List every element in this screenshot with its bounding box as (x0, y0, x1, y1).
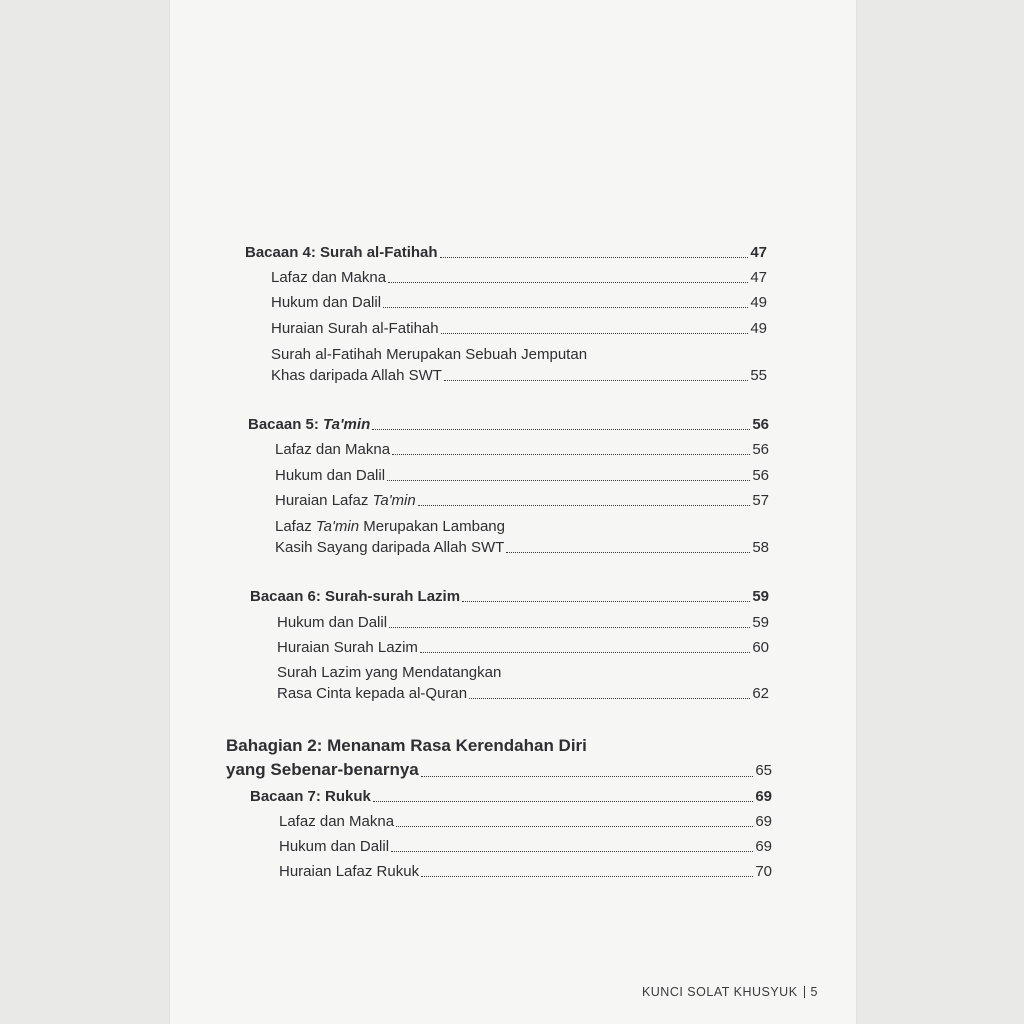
toc-item-label: Kasih Sayang daripada Allah SWT (275, 539, 505, 556)
toc-item (277, 638, 769, 658)
toc-heading-label: Bacaan 6: Surah-surah Lazim (250, 588, 461, 605)
heading-text: Bacaan 5: (248, 416, 324, 433)
page-number: 49 (750, 294, 767, 311)
toc-item (271, 293, 767, 313)
dot-leader (387, 479, 750, 481)
item-italic-text: Ta'min (372, 492, 416, 509)
toc-item (275, 491, 769, 511)
toc-item (271, 268, 767, 288)
page-number: 59 (752, 588, 769, 605)
page-number: 49 (750, 320, 767, 337)
table-of-contents (170, 0, 856, 1024)
page-number: 57 (752, 492, 769, 509)
toc-item-label: Hukum dan Dalil (275, 467, 386, 484)
page-number: 56 (752, 441, 769, 458)
page-number: 62 (752, 685, 769, 702)
toc-item-label: Lafaz dan Makna (279, 813, 395, 830)
toc-item (277, 684, 769, 704)
page-number: 56 (752, 416, 769, 433)
toc-item-label: Huraian Lafaz Rukuk (279, 863, 420, 880)
page-number: 65 (755, 762, 772, 779)
dot-leader (420, 651, 750, 653)
toc-item (275, 440, 769, 460)
page-number: 70 (755, 863, 772, 880)
toc-item (271, 319, 767, 339)
toc-item (279, 837, 772, 857)
dot-leader (383, 306, 748, 308)
dot-leader (373, 800, 753, 802)
toc-item-label: Hukum dan Dalil (277, 614, 388, 631)
toc-item (279, 862, 772, 882)
dot-leader (396, 825, 753, 827)
page-number: 47 (750, 244, 767, 261)
dot-leader (506, 551, 750, 553)
page-number: 69 (755, 813, 772, 830)
page-number: 69 (755, 838, 772, 855)
item-text: Merupakan Lambang (359, 518, 505, 535)
page-number: 55 (750, 367, 767, 384)
toc-heading-bacaan-4 (245, 243, 767, 263)
page-number: 56 (752, 467, 769, 484)
dot-leader (391, 850, 753, 852)
toc-heading-bacaan-5 (248, 415, 769, 435)
toc-item (279, 812, 772, 832)
toc-item (275, 466, 769, 486)
page-number: 47 (750, 269, 767, 286)
dot-leader (389, 626, 750, 628)
page-number: 69 (755, 788, 772, 805)
toc-item-label: Lafaz dan Makna (271, 269, 387, 286)
dot-leader (441, 332, 749, 334)
dot-leader (462, 600, 750, 602)
toc-item-line-1: Surah Lazim yang Mendatangkan (277, 664, 502, 681)
dot-leader (392, 453, 750, 455)
toc-heading-label: Bacaan 4: Surah al-Fatihah (245, 244, 438, 261)
folio-page-number: 5 (810, 985, 818, 999)
toc-item (275, 538, 769, 558)
running-footer (642, 985, 818, 999)
toc-item-label: Khas daripada Allah SWT (271, 367, 442, 384)
toc-heading-label: Bacaan 7: Rukuk (250, 788, 371, 805)
item-text: Lafaz (275, 518, 316, 535)
toc-item-label: Hukum dan Dalil (279, 838, 390, 855)
toc-item-label: Hukum dan Dalil (271, 294, 382, 311)
toc-item-line-1: Surah al-Fatihah Merupakan Sebuah Jemputan (271, 346, 588, 363)
toc-item-label: Rasa Cinta kepada al-Quran (277, 685, 468, 702)
item-text: Huraian Lafaz (275, 492, 373, 509)
toc-heading-bacaan-6 (250, 587, 769, 607)
footer-divider (804, 986, 805, 998)
dot-leader (372, 428, 750, 430)
heading-italic-text: Ta'min (323, 416, 371, 433)
toc-item-line-1 (275, 517, 505, 537)
dot-leader (440, 256, 749, 258)
toc-item-label: Huraian Surah Lazim (277, 639, 418, 656)
toc-item (277, 613, 769, 633)
page-number: 59 (752, 614, 769, 631)
page-number: 58 (752, 539, 769, 556)
dot-leader (388, 281, 748, 283)
toc-part-heading (226, 759, 772, 782)
dot-leader (418, 504, 751, 506)
book-page (170, 0, 856, 1024)
item-italic-text: Ta'min (315, 518, 360, 535)
dot-leader (444, 379, 748, 381)
toc-heading-bacaan-7 (250, 787, 772, 807)
toc-heading-label (248, 415, 370, 435)
toc-item-label: Huraian Surah al-Fatihah (271, 320, 439, 337)
page-number: 60 (752, 639, 769, 656)
dot-leader (421, 875, 753, 877)
toc-item-label (275, 491, 416, 511)
toc-heading-label: yang Sebenar-benarnya (226, 760, 419, 779)
toc-item (271, 366, 767, 386)
toc-item-label: Lafaz dan Makna (275, 441, 391, 458)
book-title: KUNCI SOLAT KHUSYUK (641, 985, 798, 999)
dot-leader (469, 697, 750, 699)
toc-part-heading-line-1: Bahagian 2: Menanam Rasa Kerendahan Diri (226, 736, 587, 755)
dot-leader (421, 775, 754, 777)
